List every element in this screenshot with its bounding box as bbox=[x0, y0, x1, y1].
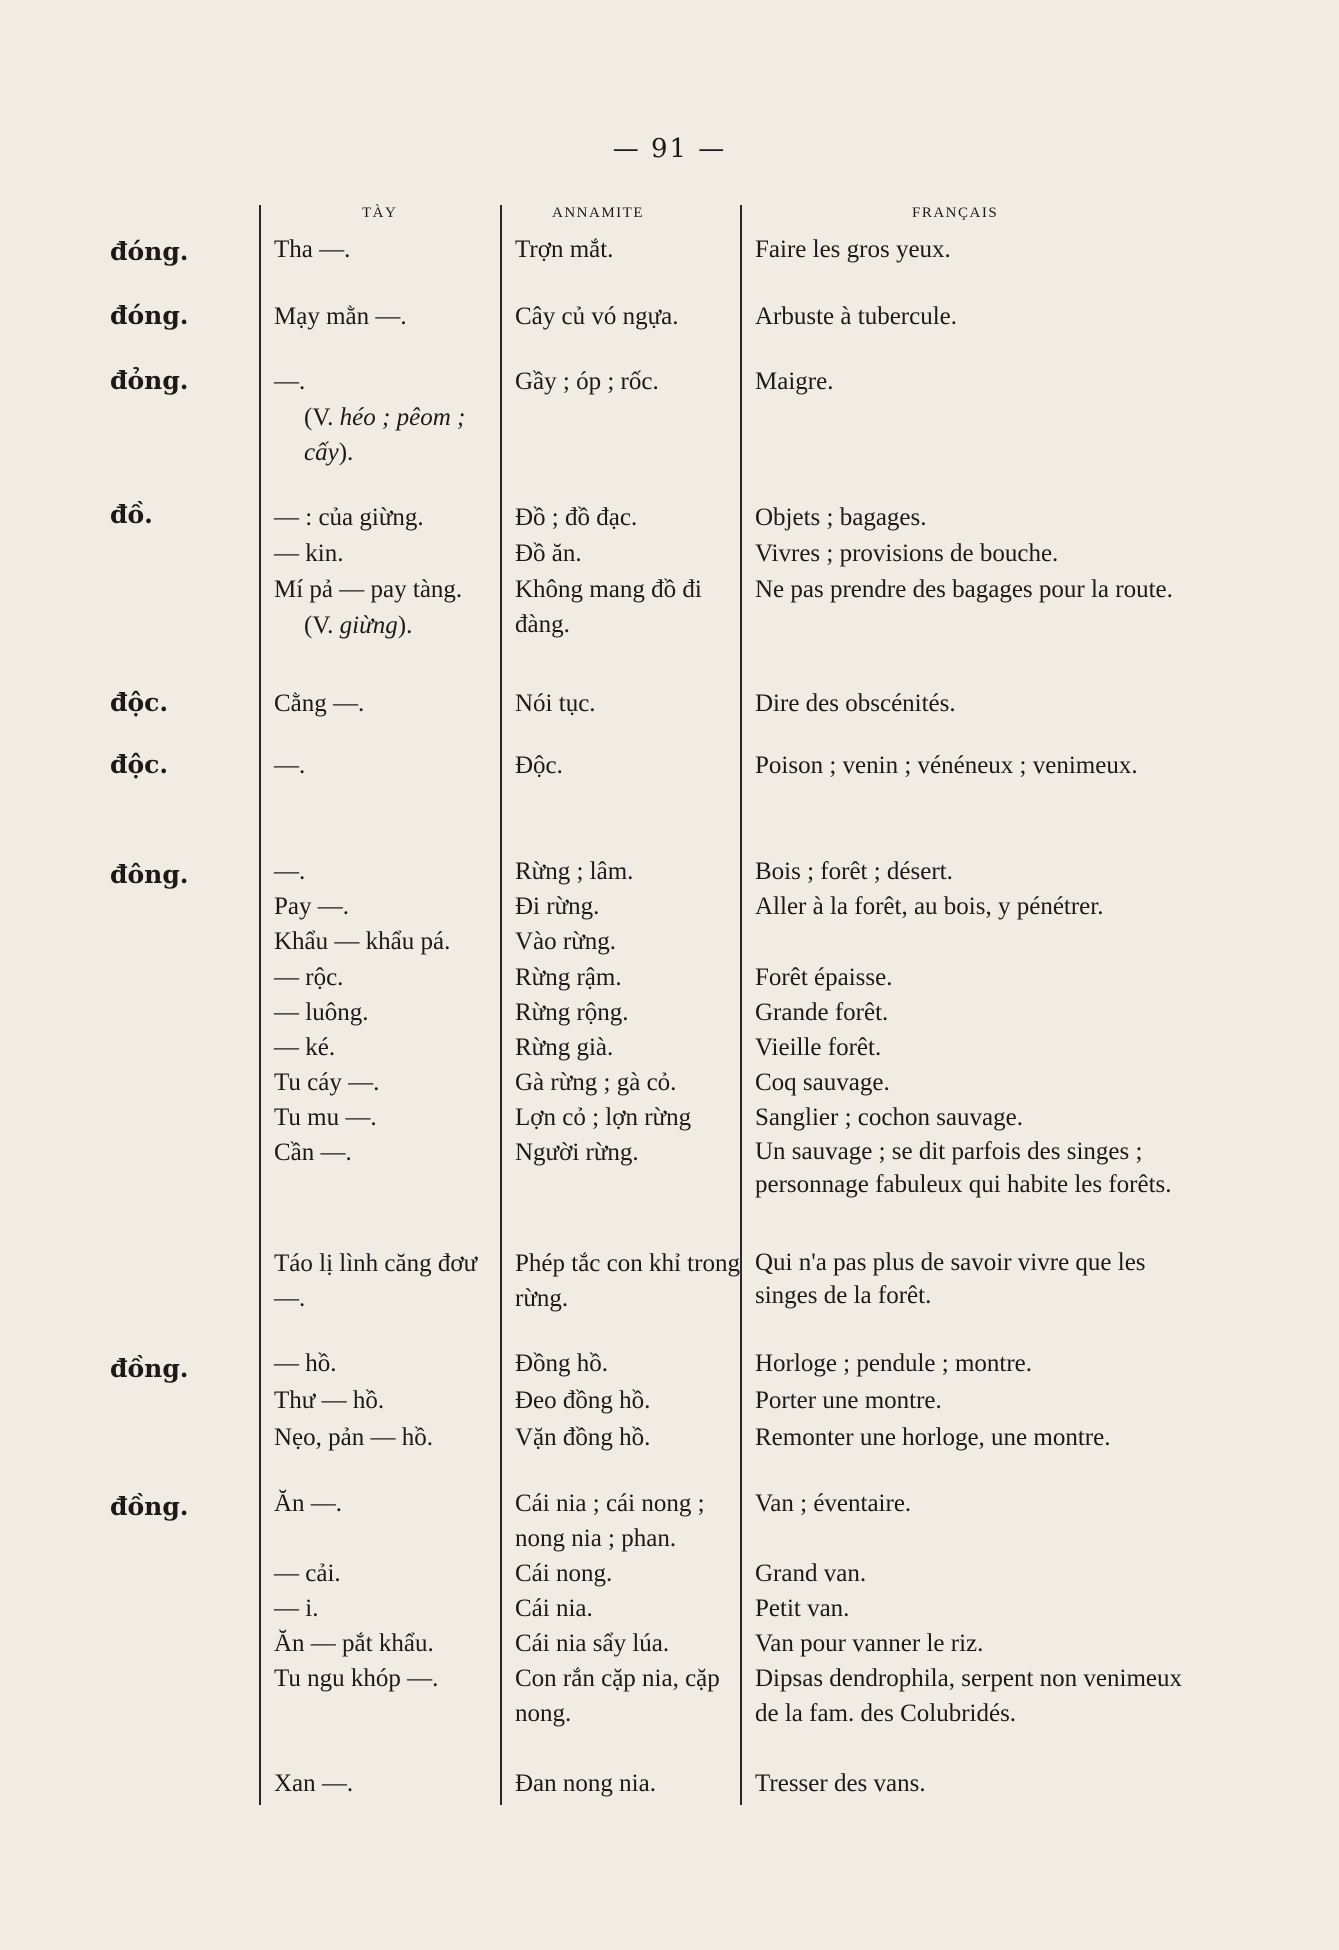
tay-text: — i. bbox=[274, 1595, 319, 1622]
french-text: Arbuste à tubercule. bbox=[755, 303, 958, 330]
french-text: Vivres ; provisions de bouche. bbox=[755, 540, 1059, 567]
annamite-text: Vặn đồng hồ. bbox=[515, 1424, 651, 1451]
french-text: Forêt épaisse. bbox=[755, 964, 893, 991]
column-header-tay: TÀY bbox=[362, 205, 398, 221]
tay-text: — kin. bbox=[274, 540, 344, 567]
annamite-text: Rừng ; lâm. bbox=[515, 858, 634, 885]
entry-headword: đông. bbox=[110, 860, 189, 889]
french-text: Dire des obscénités. bbox=[755, 690, 956, 717]
tay-text: Cằng —. bbox=[274, 690, 365, 717]
annamite-text: Đeo đồng hồ. bbox=[515, 1387, 651, 1414]
tay-text: Táo lị lình căng đơư —. bbox=[274, 1250, 478, 1312]
french-text: Horloge ; pendule ; montre. bbox=[755, 1350, 1033, 1377]
tay-text: —. bbox=[274, 752, 306, 779]
annamite-text: Đồ ; đồ đạc. bbox=[515, 504, 638, 531]
annamite-text: Nói tục. bbox=[515, 690, 596, 717]
annamite-text: Độc. bbox=[515, 752, 563, 779]
french-text: Ne pas prendre des bagages pour la route. bbox=[755, 576, 1173, 603]
annamite-text: Đồ ăn. bbox=[515, 540, 582, 567]
french-text: Tresser des vans. bbox=[755, 1770, 926, 1797]
annamite-text: Rừng già. bbox=[515, 1034, 614, 1061]
entry-headword: đóng. bbox=[110, 301, 189, 330]
french-text: Dipsas dendrophila, serpent non venimeux de la fam. des Colubridés. bbox=[755, 1665, 1182, 1727]
french-text: Vieille forêt. bbox=[755, 1034, 882, 1061]
tay-text: Ăn —. bbox=[274, 1490, 343, 1517]
tay-text: — rộc. bbox=[274, 964, 344, 991]
tay-text: Pay —. bbox=[274, 893, 349, 920]
french-text: Remonter une horloge, une montre. bbox=[755, 1424, 1111, 1451]
entry-headword: đỏng. bbox=[110, 366, 189, 395]
french-text: Petit van. bbox=[755, 1595, 850, 1622]
entry-headword: đóng. bbox=[110, 237, 189, 266]
annamite-text: Đồng hồ. bbox=[515, 1350, 609, 1377]
annamite-text: Con rắn cặp nia, cặp nong. bbox=[515, 1665, 720, 1727]
annamite-text: Cái nia. bbox=[515, 1595, 593, 1622]
annamite-text: Gà rừng ; gà cỏ. bbox=[515, 1069, 677, 1096]
column-header-annamite: ANNAMITE bbox=[552, 205, 644, 221]
tay-text: Xan —. bbox=[274, 1770, 354, 1797]
french-text: Aller à la forêt, au bois, y pénétrer. bbox=[755, 893, 1104, 920]
annamite-text: Phép tắc con khỉ trong rừng. bbox=[515, 1250, 740, 1312]
column-divider bbox=[259, 205, 261, 1805]
french-text: Maigre. bbox=[755, 368, 834, 395]
tay-text: — ké. bbox=[274, 1034, 336, 1061]
column-divider bbox=[740, 205, 742, 1805]
french-text: Faire les gros yeux. bbox=[755, 236, 951, 263]
french-text: Coq sauvage. bbox=[755, 1069, 890, 1096]
tay-text: Tu cáy —. bbox=[274, 1069, 380, 1096]
french-text: Grande forêt. bbox=[755, 999, 889, 1026]
french-text: Qui n'a pas plus de savoir vivre que les singes de la forêt. bbox=[755, 1249, 1146, 1309]
tay-text: Tu ngu khóp —. bbox=[274, 1665, 439, 1692]
tay-text: Cần —. bbox=[274, 1139, 352, 1166]
tay-text: — hồ. bbox=[274, 1350, 337, 1377]
annamite-text: Không mang đồ đi đàng. bbox=[515, 576, 702, 638]
page-number: — 91 — bbox=[612, 134, 727, 164]
annamite-text: Trợn mắt. bbox=[515, 236, 614, 263]
tay-text: Ăn — pắt khẩu. bbox=[274, 1630, 434, 1657]
tay-text: —. bbox=[274, 368, 306, 395]
entry-headword: đồng. bbox=[110, 1354, 189, 1383]
french-text: Van pour vanner le riz. bbox=[755, 1630, 984, 1657]
tay-text: — cải. bbox=[274, 1560, 341, 1587]
tay-text: — : của giừng. bbox=[274, 504, 424, 531]
column-header-francais: FRANÇAIS bbox=[912, 205, 999, 221]
annamite-text: Rừng rậm. bbox=[515, 964, 622, 991]
annamite-text: Đi rừng. bbox=[515, 893, 600, 920]
see-also-note: (V. héo ; pêom ; cấy). bbox=[304, 404, 466, 466]
tay-text: Khẩu — khẩu pá. bbox=[274, 928, 451, 955]
annamite-text: Cái nong. bbox=[515, 1560, 613, 1587]
annamite-text: Đan nong nia. bbox=[515, 1770, 656, 1797]
french-text: Objets ; bagages. bbox=[755, 504, 927, 531]
tay-text: Tu mu —. bbox=[274, 1104, 377, 1131]
annamite-text: Gầy ; óp ; rốc. bbox=[515, 368, 659, 395]
tay-text: Mạy mằn —. bbox=[274, 303, 407, 330]
french-text: Sanglier ; cochon sauvage. bbox=[755, 1104, 1023, 1131]
french-text: Grand van. bbox=[755, 1560, 867, 1587]
french-text: Porter une montre. bbox=[755, 1387, 942, 1414]
french-text: Un sauvage ; se dit parfois des singes ; personnage fabuleux qui habite les forêts. bbox=[755, 1138, 1172, 1198]
annamite-text: Cái nia ; cái nong ; nong nia ; phan. bbox=[515, 1490, 705, 1552]
entry-headword: độc. bbox=[110, 688, 169, 717]
annamite-text: Lợn cỏ ; lợn rừng bbox=[515, 1104, 692, 1131]
french-text: Bois ; forêt ; désert. bbox=[755, 858, 953, 885]
annamite-text: Rừng rộng. bbox=[515, 999, 629, 1026]
tay-text: Mí pả — pay tàng. bbox=[274, 576, 463, 603]
entry-headword: đồng. bbox=[110, 1492, 189, 1521]
tay-text: — luông. bbox=[274, 999, 369, 1026]
tay-text: Tha —. bbox=[274, 236, 351, 263]
entry-headword: đồ. bbox=[110, 500, 153, 529]
french-text: Van ; éventaire. bbox=[755, 1490, 912, 1517]
column-divider bbox=[500, 205, 502, 1805]
tay-text: Nẹo, pản — hồ. bbox=[274, 1424, 433, 1451]
annamite-text: Cây củ vó ngựa. bbox=[515, 303, 679, 330]
tay-text: —. bbox=[274, 858, 306, 885]
french-text: Poison ; venin ; vénéneux ; venimeux. bbox=[755, 752, 1138, 779]
annamite-text: Cái nia sẩy lúa. bbox=[515, 1630, 670, 1657]
tay-text: Thư — hồ. bbox=[274, 1387, 385, 1414]
entry-headword: độc. bbox=[110, 750, 169, 779]
annamite-text: Người rừng. bbox=[515, 1139, 639, 1166]
see-also-note: (V. giừng). bbox=[304, 612, 413, 639]
annamite-text: Vào rừng. bbox=[515, 928, 617, 955]
